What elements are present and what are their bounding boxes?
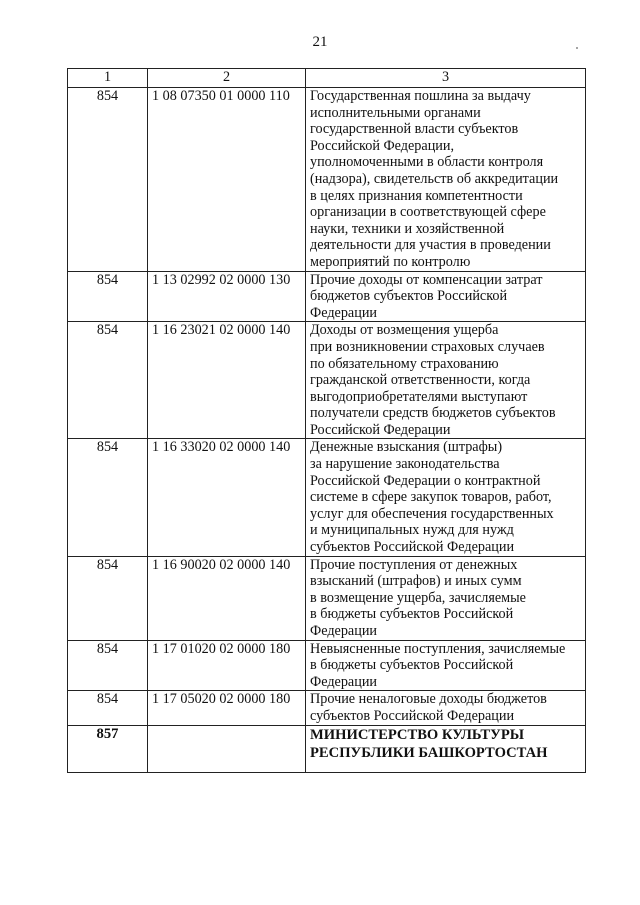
revenue-name-line: системе в сфере закупок товаров, работ,	[310, 489, 552, 506]
header-col-3: 3	[306, 69, 586, 88]
revenue-name-line: науки, техники и хозяйственной	[310, 220, 505, 237]
kbk-code-cell: 1 13 02992 02 0000 130	[148, 271, 306, 322]
revenue-name-line: получатели средств бюджетов субъектов	[310, 405, 556, 422]
revenue-name-cell	[306, 691, 586, 725]
table-row	[68, 271, 586, 322]
revenue-name-line: Федерации	[310, 304, 378, 321]
revenue-name-cell	[306, 725, 586, 772]
revenue-name-line: в бюджеты субъектов Российской	[310, 657, 514, 674]
revenue-name-line: Федерации	[310, 673, 378, 690]
revenue-name-line: МИНИСТЕРСТВО КУЛЬТУРЫ	[310, 726, 525, 743]
kbk-code-cell: 1 17 05020 02 0000 180	[148, 691, 306, 725]
header-col-1: 1	[68, 69, 148, 88]
revenue-name-line: Доходы от возмещения ущерба	[310, 322, 499, 339]
table-row	[68, 88, 586, 272]
revenue-name-cell	[306, 439, 586, 556]
header-col-2: 2	[148, 69, 306, 88]
revenue-name-line: Российской Федерации о контрактной	[310, 472, 541, 489]
kbk-code-cell: 1 17 01020 02 0000 180	[148, 640, 306, 691]
revenue-name-line: в бюджеты субъектов Российской	[310, 606, 514, 623]
admin-code-cell: 857	[68, 725, 148, 772]
revenue-name-line: Федерации	[310, 623, 378, 639]
table-row	[68, 725, 586, 772]
admin-code-cell: 854	[68, 640, 148, 691]
revenue-name-line: организации в соответствующей сфере	[310, 204, 546, 221]
revenue-name-line: и муниципальных нужд для нужд	[310, 522, 514, 539]
revenue-name-line: субъектов Российской Федерации	[310, 707, 515, 724]
kbk-code-cell: 1 16 90020 02 0000 140	[148, 556, 306, 640]
table-header-row	[68, 69, 586, 88]
revenue-name-line: услуг для обеспечения государственных	[310, 505, 554, 522]
revenue-name-cell	[306, 556, 586, 640]
revenue-name-line: Прочие неналоговые доходы бюджетов	[310, 691, 547, 708]
revenue-name-line: субъектов Российской Федерации	[310, 539, 515, 556]
revenue-name-line: при возникновении страховых случаев	[310, 338, 545, 355]
kbk-code-cell: 1 16 33020 02 0000 140	[148, 439, 306, 556]
admin-code-cell: 854	[68, 556, 148, 640]
revenue-name-line: Невыясненные поступления, зачисляемые	[310, 640, 566, 657]
admin-code-cell: 854	[68, 88, 148, 272]
table-body	[68, 88, 586, 773]
table-row	[68, 691, 586, 725]
kbk-code-cell	[148, 725, 306, 772]
revenue-name-line: мероприятий по контролю	[310, 253, 471, 270]
admin-code-cell: 854	[68, 322, 148, 439]
kbk-code-cell: 1 16 23021 02 0000 140	[148, 322, 306, 439]
table-row	[68, 439, 586, 556]
admin-code-cell: 854	[68, 439, 148, 556]
revenue-name-line: Прочие поступления от денежных	[310, 556, 518, 573]
revenue-name-line: РЕСПУБЛИКИ БАШКОРТОСТАН	[310, 744, 548, 761]
revenue-name-line: гражданской ответственности, когда	[310, 372, 531, 389]
revenue-name-line: взысканий (штрафов) и иных сумм	[310, 573, 522, 590]
table-row	[68, 322, 586, 439]
revenue-name-line: выгодоприобретателями выступают	[310, 388, 528, 405]
revenue-name-cell	[306, 640, 586, 691]
revenue-name-line: за нарушение законодательства	[310, 456, 500, 473]
revenue-name-line: уполномоченными в области контроля	[310, 154, 544, 171]
revenue-name-line: Российской Федерации,	[310, 137, 455, 154]
revenue-name-line: деятельности для участия в проведении	[310, 237, 551, 254]
revenue-name-line: Государственная пошлина за выдачу	[310, 88, 531, 104]
revenue-name-line: Денежные взыскания (штрафы)	[310, 439, 503, 456]
revenue-name-line: бюджетов субъектов Российской	[310, 288, 508, 305]
revenue-name-line: государственной власти субъектов	[310, 121, 519, 138]
table-row	[68, 556, 586, 640]
kbk-code-cell: 1 08 07350 01 0000 110	[148, 88, 306, 272]
revenue-name-line: в возмещение ущерба, зачисляемые	[310, 589, 526, 606]
budget-classification-table	[67, 68, 586, 773]
revenue-name-cell	[306, 271, 586, 322]
admin-code-cell: 854	[68, 271, 148, 322]
scan-speck	[576, 47, 578, 49]
revenue-name-line: Российской Федерации	[310, 421, 451, 438]
revenue-name-line: исполнительными органами	[310, 104, 481, 121]
table-row	[68, 640, 586, 691]
page-number: 21	[312, 34, 328, 50]
revenue-name-line: в целях признания компетентности	[310, 187, 523, 204]
revenue-name-line: Прочие доходы от компенсации затрат	[310, 271, 543, 288]
revenue-name-line: по обязательному страхованию	[310, 355, 499, 372]
revenue-name-line: (надзора), свидетельств об аккредитации	[310, 170, 559, 187]
revenue-name-cell	[306, 322, 586, 439]
revenue-name-cell	[306, 88, 586, 272]
admin-code-cell: 854	[68, 691, 148, 725]
